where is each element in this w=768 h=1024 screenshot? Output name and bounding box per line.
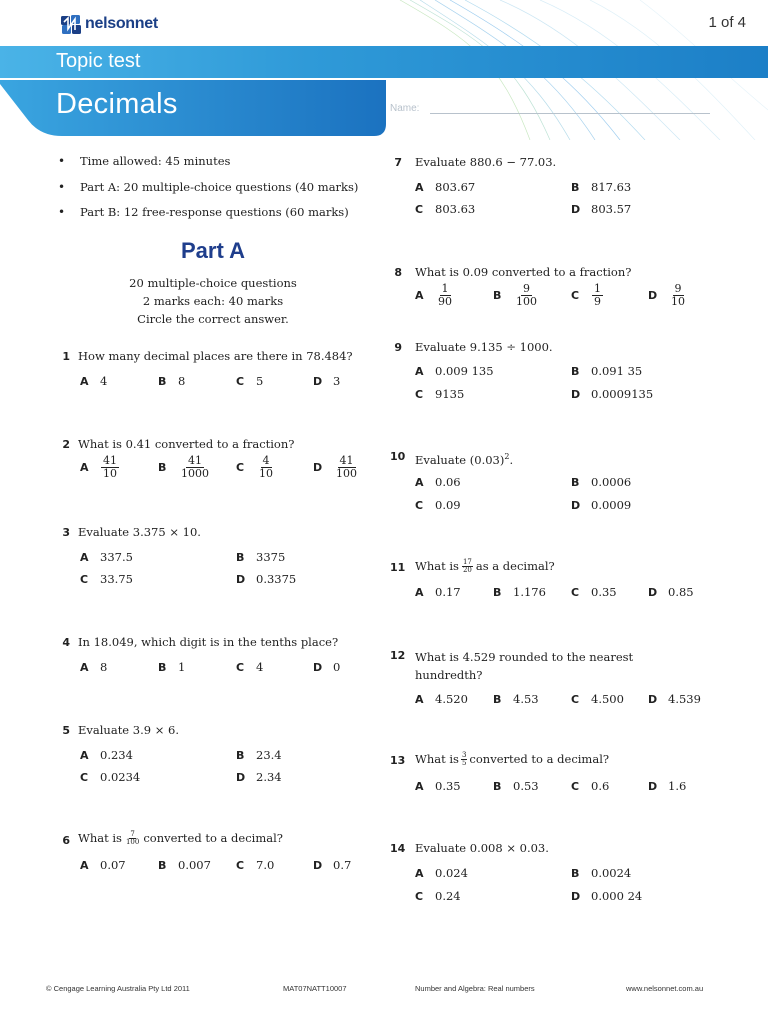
question-number: 5: [62, 724, 70, 737]
option-b[interactable]: B 3375: [236, 550, 286, 564]
fraction: $\frac{41}{1000}$: [181, 454, 209, 480]
option-a[interactable]: A 0.17: [415, 585, 461, 599]
option-a[interactable]: A 0.06: [415, 475, 461, 489]
option-b[interactable]: B 0.091 35: [571, 364, 643, 378]
option-b[interactable]: B $\frac{41}{1000}$: [158, 454, 209, 480]
question-text: In 18.049, which digit is in the tenths place?: [78, 635, 339, 649]
question-text: What is $\frac{3}{5}$ converted to a decimal?: [415, 751, 610, 767]
option-a[interactable]: A 4.520: [415, 692, 468, 706]
question-5: [58, 723, 378, 785]
nelsonnet-logo: [60, 12, 158, 36]
fraction: $\frac{3}{5}$: [461, 751, 467, 767]
option-c[interactable]: C 803.63: [415, 202, 476, 216]
question-14: [390, 841, 730, 903]
nelsonnet-logo-icon: [60, 13, 82, 35]
fraction: $\frac{7}{100}$: [125, 830, 140, 846]
fraction: $\frac{41}{100}$: [336, 454, 357, 480]
fraction: $\frac{9}{100}$: [516, 282, 537, 308]
question-text: What is 4.529 rounded to the nearest hundredth?: [415, 650, 634, 682]
question-13: [390, 752, 730, 796]
option-b[interactable]: B $\frac{9}{100}$: [493, 282, 537, 308]
part-a-description: [58, 274, 368, 328]
question-8: [390, 265, 730, 315]
option-c[interactable]: C 4: [236, 660, 264, 674]
question-number: 7: [394, 156, 402, 169]
question-11: [390, 559, 730, 603]
question-number: 9: [394, 341, 402, 354]
option-d[interactable]: D 0: [313, 660, 341, 674]
part-a-heading: Part A: [181, 238, 245, 263]
question-number: 1: [62, 350, 70, 363]
option-a[interactable]: A $\frac{41}{10}$: [80, 454, 117, 480]
option-a[interactable]: A 0.07: [80, 858, 126, 872]
question-9: [390, 340, 730, 402]
topic-title: Decimals: [56, 88, 178, 120]
option-c[interactable]: C 9135: [415, 387, 465, 401]
question-10: [390, 449, 730, 511]
option-a[interactable]: A 0.35: [415, 779, 461, 793]
question-3: [58, 525, 378, 587]
option-b[interactable]: B 0.007: [158, 858, 211, 872]
option-d[interactable]: D 0.000 24: [571, 889, 643, 903]
question-12: [390, 648, 730, 710]
name-input-line[interactable]: [430, 113, 710, 114]
footer-strand: Number and Algebra: Real numbers: [415, 984, 535, 993]
question-text: What is 0.41 converted to a fraction?: [78, 437, 295, 451]
question-text: What is 0.09 converted to a fraction?: [415, 265, 632, 279]
option-c[interactable]: C 4.500: [571, 692, 624, 706]
option-a[interactable]: A 337.5: [80, 550, 133, 564]
question-2: [58, 437, 378, 487]
question-text: Evaluate 3.9 × 6.: [78, 723, 179, 737]
option-d[interactable]: D 0.85: [648, 585, 694, 599]
question-text: What is $\frac{17}{20}$ as a decimal?: [415, 558, 555, 574]
option-d[interactable]: D $\frac{41}{100}$: [313, 454, 357, 480]
option-c[interactable]: C 7.0: [236, 858, 275, 872]
bullet-part-b: • Part B: 12 free-response questions (60 marks): [58, 205, 378, 231]
footer-code: MAT07NATT10007: [283, 984, 347, 993]
bullet-part-a: • Part A: 20 multiple-choice questions (40 marks): [58, 180, 378, 206]
bullet-time-allowed: • Time allowed: 45 minutes: [58, 154, 378, 180]
fraction: $\frac{9}{10}$: [671, 282, 685, 308]
option-d[interactable]: D 2.34: [236, 770, 282, 784]
question-text: Evaluate 3.375 × 10.: [78, 525, 201, 539]
option-a[interactable]: A 803.67: [415, 180, 476, 194]
part-a-desc-line: Circle the correct answer.: [137, 312, 289, 326]
question-number: 6: [62, 834, 70, 847]
question-number: 11: [390, 561, 406, 574]
option-d[interactable]: D 0.0009135: [571, 387, 654, 401]
option-b[interactable]: B 4.53: [493, 692, 539, 706]
question-6: [58, 831, 378, 875]
option-d[interactable]: D 1.6: [648, 779, 687, 793]
question-number: 13: [390, 754, 406, 767]
option-c[interactable]: C 33.75: [80, 572, 133, 586]
question-text: How many decimal places are there in 78.484?: [78, 349, 353, 363]
option-c[interactable]: C 0.0234: [80, 770, 141, 784]
option-b[interactable]: B 8: [158, 374, 186, 388]
option-a[interactable]: A 0.234: [80, 748, 133, 762]
option-c[interactable]: C 0.35: [571, 585, 617, 599]
option-b[interactable]: B 0.0024: [571, 866, 632, 880]
band-title: Topic test: [56, 50, 141, 72]
fraction: $\frac{17}{20}$: [462, 558, 472, 574]
question-7: [390, 155, 730, 217]
question-text: Evaluate 9.135 ÷ 1000.: [415, 340, 553, 354]
question-text: What is $\frac{7}{100}$ converted to a decimal?: [78, 830, 283, 846]
option-d[interactable]: D 803.57: [571, 202, 632, 216]
option-a[interactable]: A 0.009 135: [415, 364, 494, 378]
option-d[interactable]: D $\frac{9}{10}$: [648, 282, 685, 308]
option-b[interactable]: B 0.0006: [571, 475, 632, 489]
option-d[interactable]: D 0.7: [313, 858, 352, 872]
option-a[interactable]: A $\frac{1}{90}$: [415, 282, 452, 308]
question-number: 4: [62, 636, 70, 649]
part-a-desc-line: 20 multiple-choice questions: [129, 276, 297, 290]
question-number: 3: [62, 526, 70, 539]
fraction: $\frac{4}{10}$: [259, 454, 273, 480]
option-c[interactable]: C $\frac{4}{10}$: [236, 454, 273, 480]
question-number: 8: [394, 266, 402, 279]
option-d[interactable]: D 3: [313, 374, 341, 388]
option-d[interactable]: D 4.539: [648, 692, 701, 706]
fraction: $\frac{1}{90}$: [438, 282, 452, 308]
option-d[interactable]: D 0.3375: [236, 572, 297, 586]
option-c[interactable]: C 5: [236, 374, 264, 388]
question-text: Evaluate $(0.03)^2$.: [415, 452, 514, 467]
page-indicator: 1 of 4: [708, 14, 746, 31]
option-c[interactable]: C 0.24: [415, 889, 461, 903]
question-1: [58, 349, 378, 389]
option-b[interactable]: B 1: [158, 660, 186, 674]
option-b[interactable]: B 23.4: [236, 748, 282, 762]
question-number: 12: [390, 649, 406, 662]
footer-website[interactable]: www.nelsonnet.com.au: [626, 984, 704, 993]
fraction: $\frac{41}{10}$: [103, 454, 117, 480]
option-d[interactable]: D 0.0009: [571, 498, 632, 512]
question-number: 14: [390, 842, 406, 855]
option-c[interactable]: C $\frac{1}{9}$: [571, 282, 601, 308]
option-a[interactable]: A 8: [80, 660, 108, 674]
question-text: Evaluate 0.008 × 0.03.: [415, 841, 549, 855]
option-c[interactable]: C 0.6: [571, 779, 610, 793]
fraction: $\frac{1}{9}$: [594, 282, 601, 308]
option-a[interactable]: A 4: [80, 374, 108, 388]
option-c[interactable]: C 0.09: [415, 498, 461, 512]
test-info-list: [58, 154, 378, 231]
option-a[interactable]: A 0.024: [415, 866, 468, 880]
question-number: 10: [390, 450, 406, 463]
logo-text: nelsonnet: [85, 15, 158, 32]
question-number: 2: [62, 438, 70, 451]
question-text: Evaluate 880.6 − 77.03.: [415, 155, 557, 169]
question-4: [58, 635, 378, 675]
footer-copyright: © Cengage Learning Australia Pty Ltd 2011: [46, 984, 190, 993]
name-label: Name:: [390, 103, 420, 114]
part-a-desc-line: 2 marks each: 40 marks: [142, 294, 284, 308]
option-b[interactable]: B 817.63: [571, 180, 632, 194]
option-b[interactable]: B 0.53: [493, 779, 539, 793]
option-b[interactable]: B 1.176: [493, 585, 546, 599]
